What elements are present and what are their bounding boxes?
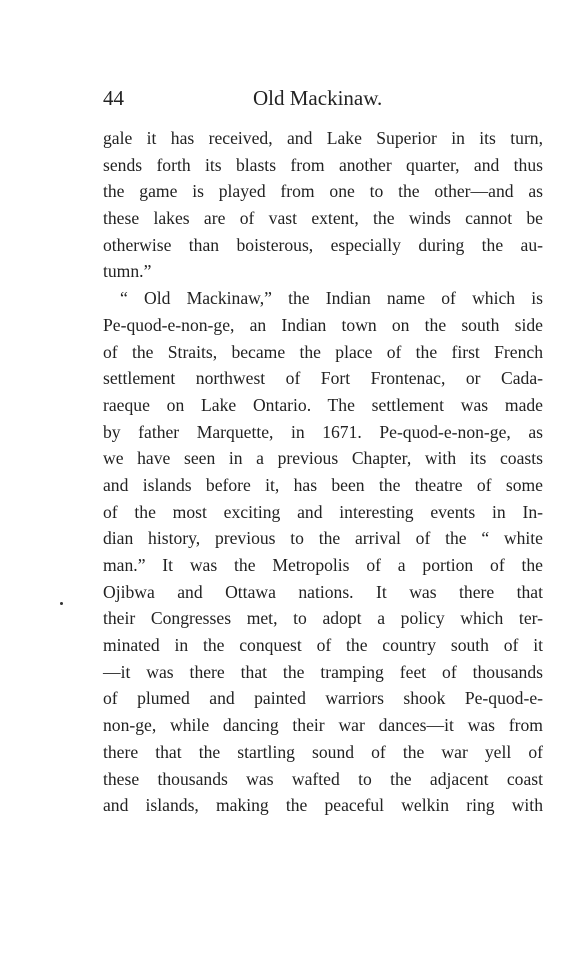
text-line: minated in the conquest of the country south of it <box>103 635 543 656</box>
text-line: these lakes are of vast extent, the winds cannot be <box>103 208 543 229</box>
text-line: and islands before it, has been the theatre of some <box>103 474 543 495</box>
text-line: gale it has received, and Lake Superior in its turn, <box>103 128 543 148</box>
text-line: we have seen in a previous Chapter, with its coasts <box>103 448 543 469</box>
text-line: otherwise than boisterous, especially during the au- <box>103 234 543 255</box>
text-line: man.” It was the Metropolis of a portion of the <box>103 555 543 575</box>
text-line: settlement northwest of Fort Frontenac, or Cada- <box>103 368 543 389</box>
text-line: “ Old Mackinaw,” the Indian name of which is <box>120 288 543 309</box>
text-line: —it was there that the tramping feet of thousands <box>103 661 543 682</box>
running-title: Old Mackinaw. <box>253 86 383 110</box>
page-number: 44 <box>103 86 124 110</box>
margin-dot-mark <box>60 602 63 605</box>
text-line: dian history, previous to the arrival of the “ white <box>103 528 543 549</box>
text-line: there that the startling sound of the war yell of <box>103 741 543 762</box>
text-line: sends forth its blasts from another quarter, and thus <box>103 154 543 175</box>
text-line: their Congresses met, to adopt a policy which ter- <box>103 608 543 629</box>
body-text <box>103 125 543 819</box>
text-line: these thousands was wafted to the adjacent coast <box>103 768 543 789</box>
page-header <box>103 86 543 116</box>
text-line: and islands, making the peaceful welkin ring with <box>103 795 543 816</box>
text-line: of the Straits, became the place of the first French <box>103 341 543 362</box>
text-line: raeque on Lake Ontario. The settlement was made <box>103 394 543 415</box>
text-line: by father Marquette, in 1671. Pe-quod-e-non-ge, as <box>103 421 543 442</box>
text-line: Ojibwa and Ottawa nations. It was there that <box>103 581 543 602</box>
text-line: of plumed and painted warriors shook Pe-quod-e- <box>103 688 543 709</box>
text-line: of the most exciting and interesting events in In- <box>103 501 543 522</box>
text-line: non-ge, while dancing their war dances—it was from <box>103 715 543 736</box>
text-line: the game is played from one to the other—and as <box>103 181 543 202</box>
text-line: Pe-quod-e-non-ge, an Indian town on the south side <box>103 314 543 335</box>
text-line: tumn.” <box>103 261 152 282</box>
